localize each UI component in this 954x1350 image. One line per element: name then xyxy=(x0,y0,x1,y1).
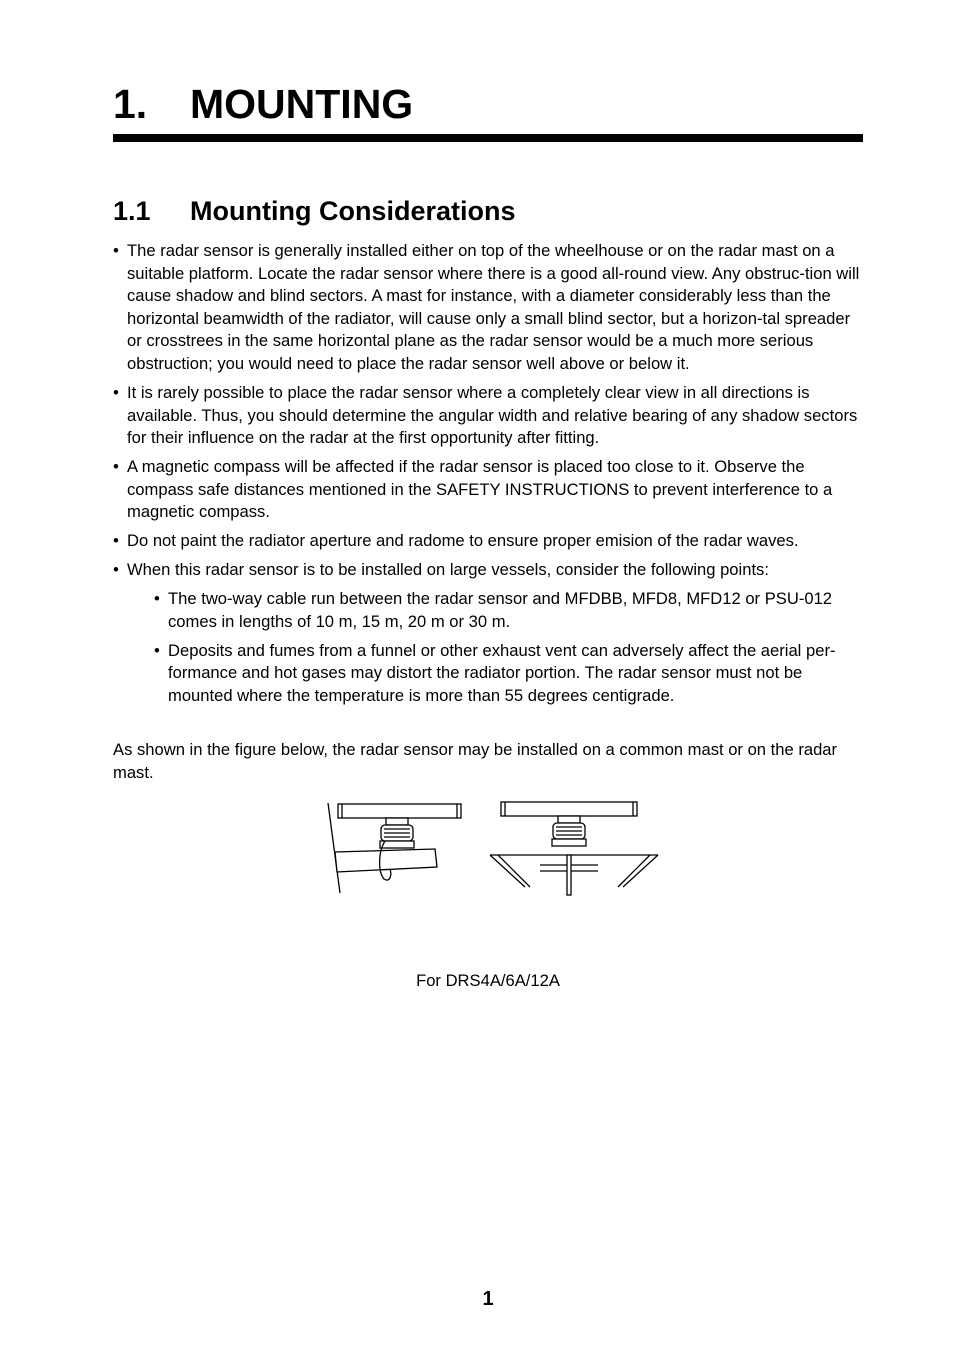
list-item: • Do not paint the radiator aperture and radome to ensure proper emision of the radar waves. xyxy=(113,530,865,553)
list-item: • It is rarely possible to place the radar sensor where a completely clear view in all directions is available. Thus, you should determine the angular width and relative bearing of any shadow sectors for their influence on the radar at the first opportunity after fitting. xyxy=(113,382,865,450)
list-item: • A magnetic compass will be affected if the radar sensor is placed too close to it. Observe the compass safe distances mentioned in the SAFETY INSTRUCTIONS to prevent interference to a magnetic compass. xyxy=(113,456,865,524)
sub-list xyxy=(127,588,865,707)
page-number: 1 xyxy=(482,1288,494,1310)
section-heading xyxy=(113,193,863,229)
sub-list-item: • Deposits and fumes from a funnel or other exhaust vent can adversely affect the aerial per-formance and hot gases may distort the radiator portion. The radar sensor must not be mounted where the temperature is more than 55 degrees centigrade. xyxy=(127,640,865,708)
list-item-large-vessels xyxy=(113,559,865,707)
list-item-text: When this radar sensor is to be installed on large vessels, consider the following points: xyxy=(127,560,769,580)
figure-caption: For DRS4A/6A/12A xyxy=(416,971,560,990)
common-mast-mounting xyxy=(328,803,461,893)
intro-paragraph: As shown in the figure below, the radar sensor may be installed on a common mast or on the radar mast. xyxy=(113,740,838,782)
section-title: Mounting Considerations xyxy=(190,196,516,226)
mounting-figure xyxy=(320,797,665,897)
considerations-list xyxy=(113,240,865,714)
sub-list-item: • The two-way cable run between the radar sensor and MFDBB, MFD8, MFD12 or PSU-012 comes in lengths of 10 m, 15 m, 20 m or 30 m. xyxy=(127,588,865,633)
chapter-number: 1. xyxy=(113,81,148,127)
chapter-heading xyxy=(113,78,863,130)
chapter-title: MOUNTING xyxy=(190,81,414,127)
chapter-rule xyxy=(113,134,863,142)
list-item: • The radar sensor is generally installed either on top of the wheelhouse or on the radar mast on a suitable platform. Locate the radar sensor where there is a good all-round view. Any obstruc-tion will cause shadow and blind sectors. A mast for instance, with a diameter considerably less than the horizontal beamwidth of the radiator, will cause only a small blind sector, but a horizon-tal spreader or crosstrees in the same horizontal plane as the radar sensor would be a much more serious obstruction; you would need to place the radar sensor well above or below it. xyxy=(113,240,865,376)
section-number: 1.1 xyxy=(113,196,151,226)
radar-mast-mounting xyxy=(490,802,658,895)
